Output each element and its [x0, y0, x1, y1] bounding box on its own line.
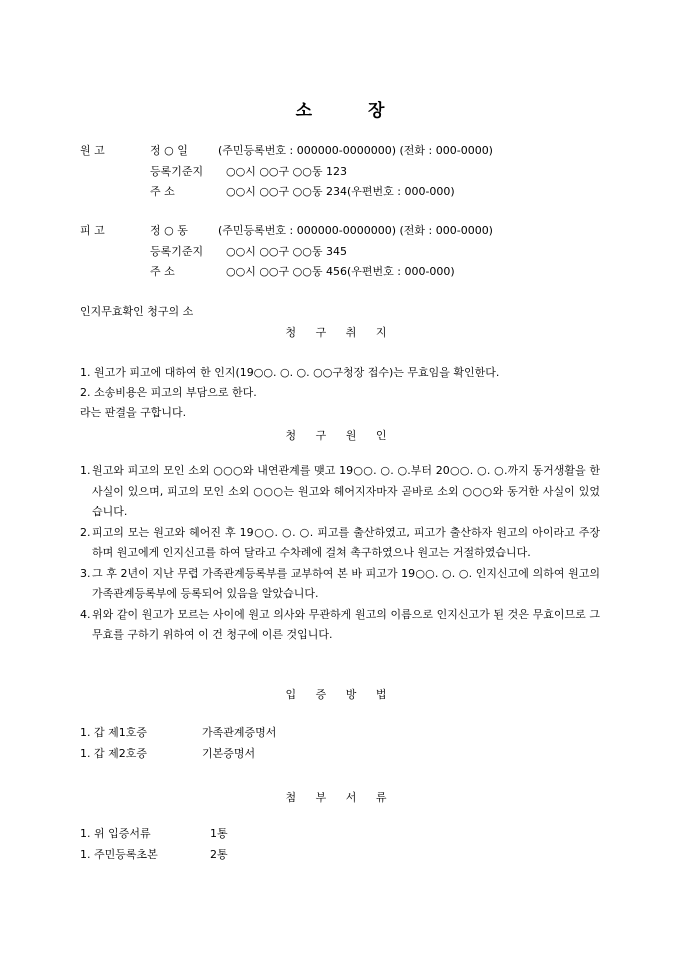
plaintiff-registry-value: ○○시 ○○구 ○○동 123	[226, 165, 347, 178]
cause-number: 2.	[80, 525, 91, 539]
cause-text: 피고의 모는 원고와 헤어진 후 19○○. ○. ○. 피고를 출산하였고, 피고가 출산하자 원고의 아이라고 주장하며 원고에게 인지신고를 하여 달라고 수차례에 걸쳐 촉구하였으나 원고는 거절하였습니다.	[92, 525, 600, 559]
title-char-2: 장	[368, 101, 385, 121]
plaintiff-id-phone: (주민등록번호 : 000000-0000000) (전화 : 000-0000)	[218, 144, 493, 157]
plaintiff-registry-label: 등록기준지	[150, 165, 204, 178]
document-title	[0, 96, 680, 121]
evidence-value: 가족관계증명서	[202, 726, 277, 739]
cause-text: 위와 같이 원고가 모르는 사이에 원고 의사와 무관하게 원고의 이름으로 인지신고가 된 것은 무효이므로 그 무효를 구하기 위하여 이 건 청구에 이른 것입니다.	[92, 607, 600, 641]
evidence-number: 1.	[80, 726, 91, 739]
cause-item	[80, 523, 600, 564]
defendant-address-value: ○○시 ○○구 ○○동 456(우편번호 : 000-000)	[226, 265, 455, 278]
attachments-heading: 첨 부 서 류	[285, 791, 395, 804]
evidence-number: 1.	[80, 747, 91, 760]
claim-item-2: 2. 소송비용은 피고의 부담으로 한다.	[80, 386, 257, 399]
cause-number: 4.	[80, 607, 91, 621]
cause-list	[80, 461, 600, 646]
cause-text: 그 후 2년이 지난 무렵 가족관계등록부를 교부하여 본 바 피고가 19○○. ○. ○. 인지신고에 의하여 원고의 가족관계등록부에 등록되어 있음을 알았습니다.	[92, 566, 600, 600]
attachment-label: 위 입증서류	[94, 827, 151, 840]
plaintiff-address-value: ○○시 ○○구 ○○동 234(우편번호 : 000-000)	[226, 185, 455, 198]
cause-heading: 청 구 원 인	[285, 429, 395, 442]
cause-item	[80, 564, 600, 605]
cause-text: 원고와 피고의 모인 소외 ○○○와 내연관계를 맺고 19○○. ○. ○.부터 20○○. ○. ○.까지 동거생활을 한 사실이 있으며, 피고의 모인 소외 ○○○는 원고와 헤어지자마자 곧바로 소외 ○○○와 동거한 사실이 있었습니다.	[92, 464, 600, 518]
cause-number: 3.	[80, 566, 91, 580]
attachment-number: 1.	[80, 848, 91, 861]
plaintiff-role: 원 고	[80, 144, 105, 157]
title-char-1: 소	[295, 101, 312, 121]
attachment-label: 주민등록초본	[94, 848, 158, 861]
attachment-number: 1.	[80, 827, 91, 840]
defendant-registry-value: ○○시 ○○구 ○○동 345	[226, 245, 347, 258]
cause-item	[80, 605, 600, 646]
defendant-address-label: 주 소	[150, 265, 175, 278]
defendant-registry-label: 등록기준지	[150, 245, 204, 258]
defendant-id-phone: (주민등록번호 : 000000-0000000) (전화 : 000-0000)	[218, 224, 493, 237]
evidence-label: 갑 제1호증	[94, 726, 147, 739]
cause-item	[80, 461, 600, 523]
case-title: 인지무효확인 청구의 소	[80, 305, 194, 318]
cause-number: 1.	[80, 464, 91, 477]
evidence-heading: 입 증 방 법	[285, 688, 395, 701]
claim-heading: 청 구 취 지	[285, 326, 395, 339]
claim-closing: 라는 판결을 구합니다.	[80, 406, 187, 419]
defendant-name: 정 ○ 동	[150, 224, 188, 237]
plaintiff-address-label: 주 소	[150, 185, 175, 198]
claim-item-1: 1. 원고가 피고에 대하여 한 인지(19○○. ○. ○. ○○구청장 접수)는 무효임을 확인한다.	[80, 366, 500, 379]
evidence-label: 갑 제2호증	[94, 747, 147, 760]
attachment-count: 1통	[210, 827, 228, 840]
attachment-count: 2통	[210, 848, 228, 861]
evidence-value: 기본증명서	[202, 747, 256, 760]
defendant-role: 피 고	[80, 224, 105, 237]
plaintiff-name: 정 ○ 일	[150, 144, 188, 157]
